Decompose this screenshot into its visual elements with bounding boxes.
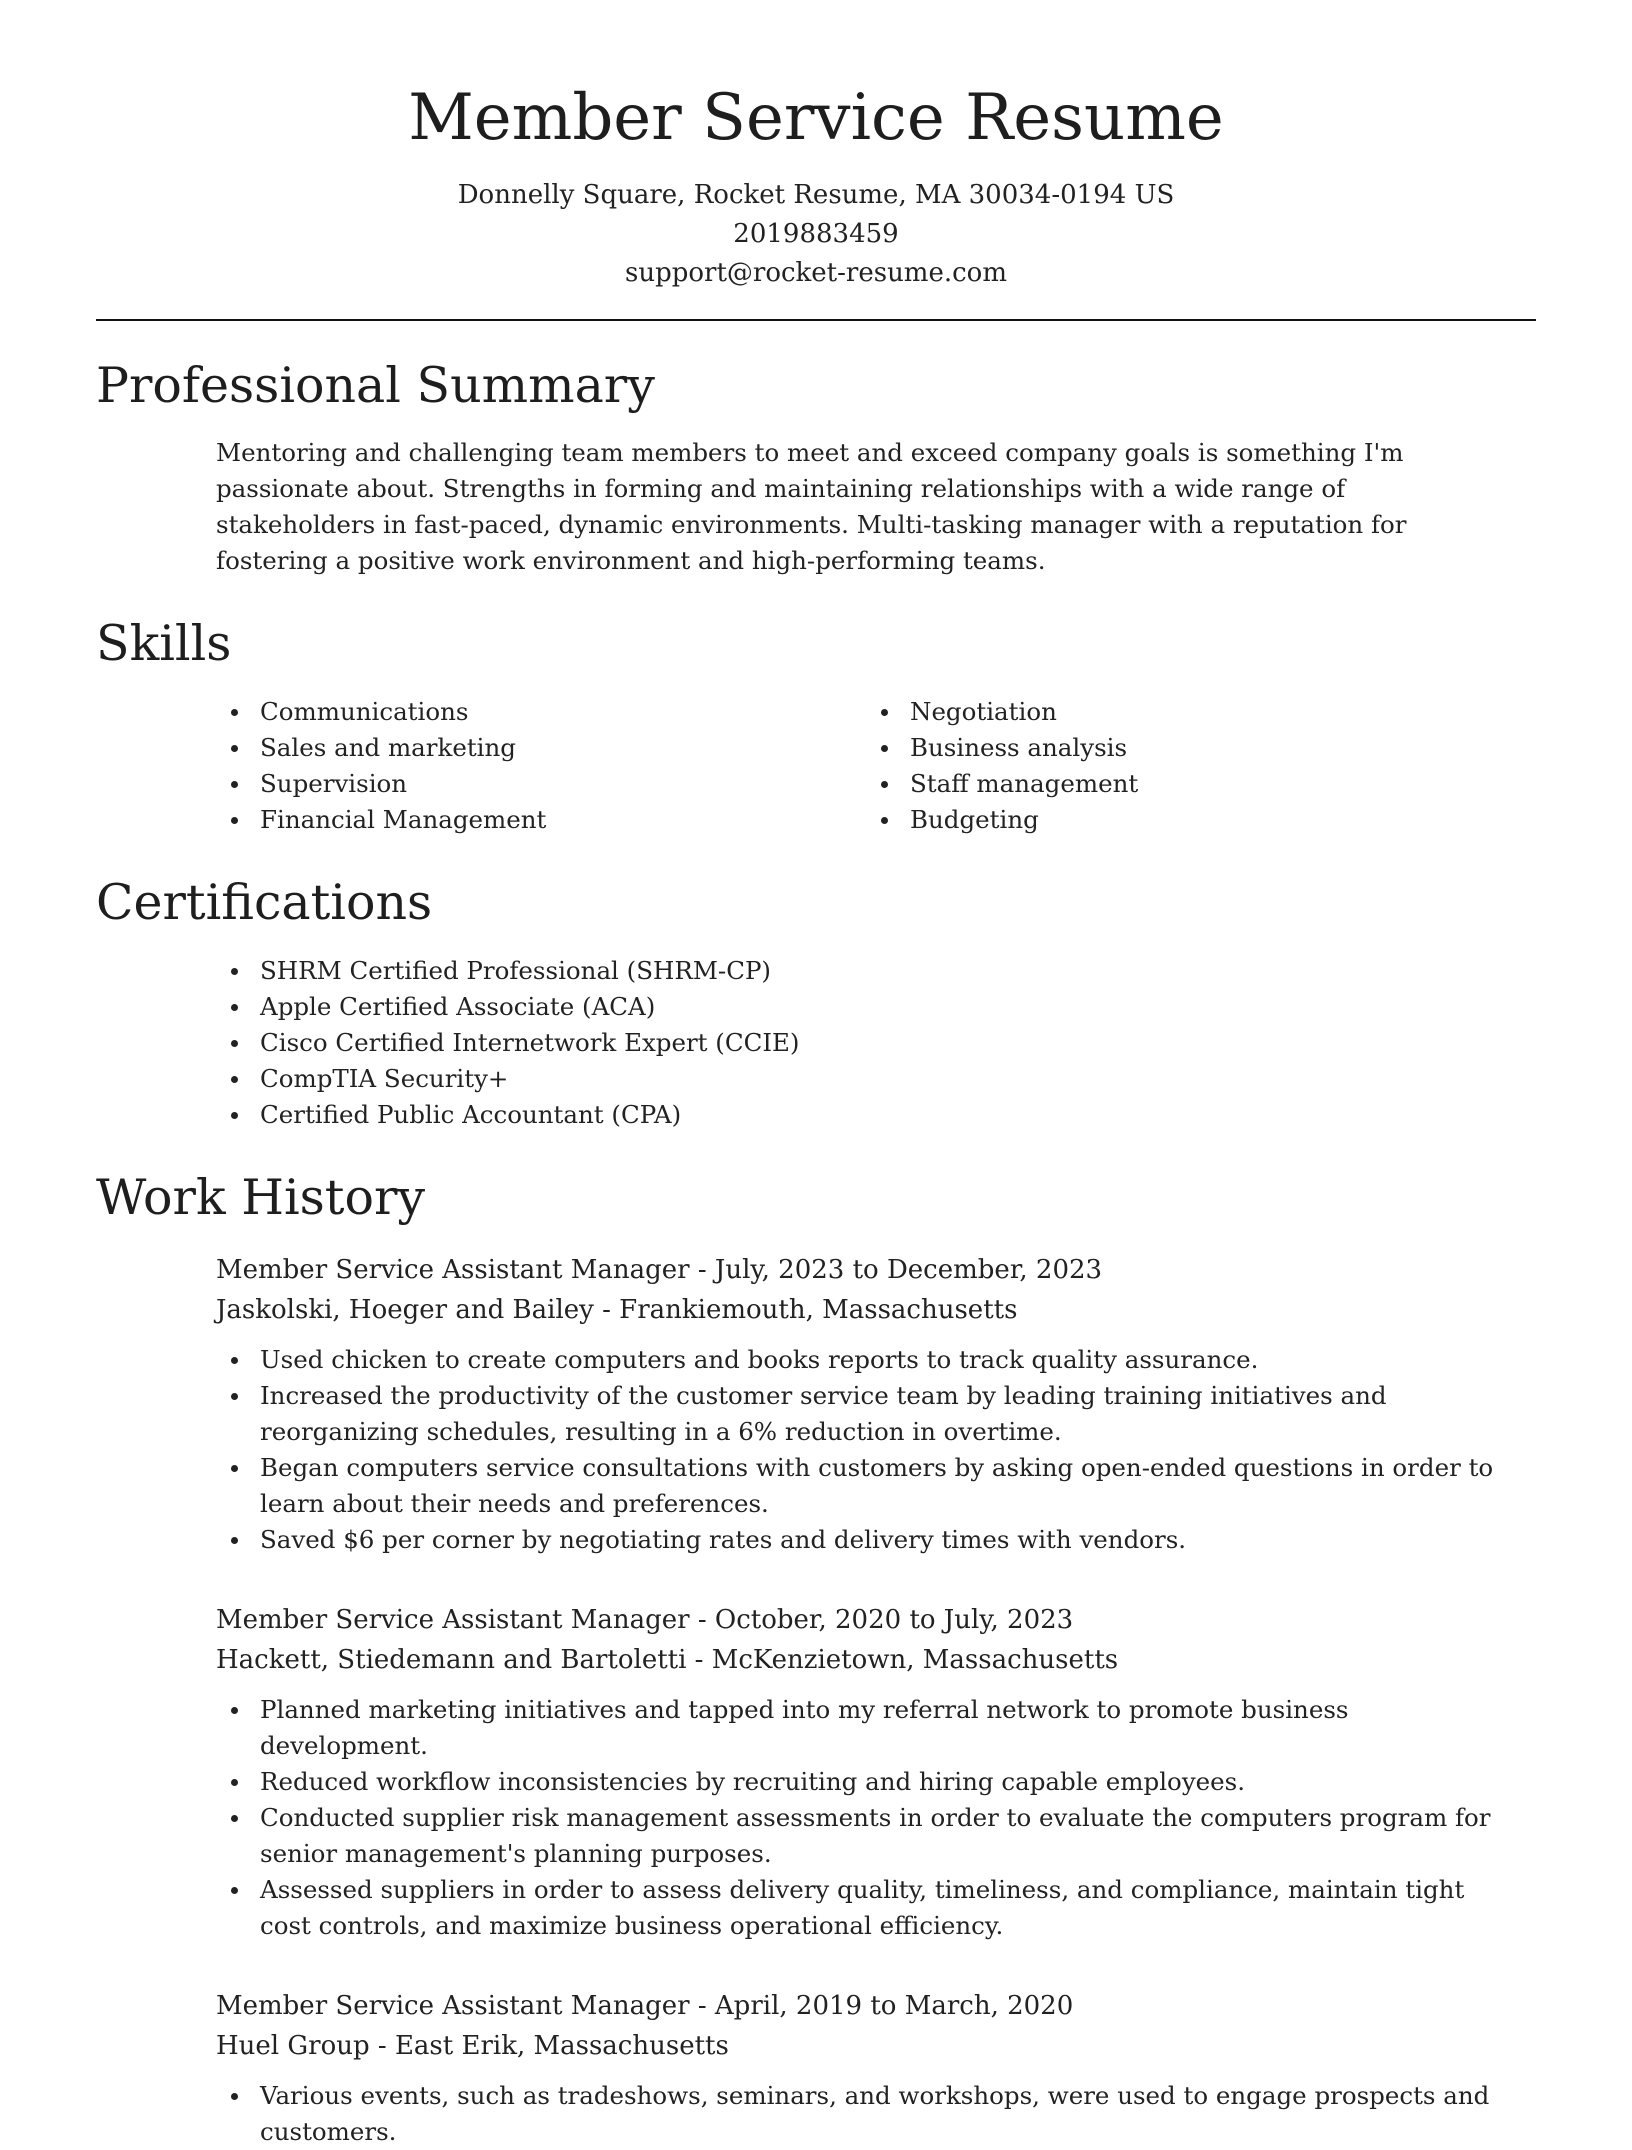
skill-item: Business analysis [866, 730, 1516, 766]
resume-title: Member Service Resume [408, 81, 1224, 155]
job-bullet: Saved $6 per corner by negotiating rates and delivery times with vendors. [216, 1522, 1516, 1558]
job-bullet: Reduced workflow inconsistencies by recruiting and hiring capable employees. [216, 1764, 1516, 1800]
skills-section [96, 615, 1536, 838]
job-title-line: Member Service Assistant Manager - April, 2019 to March, 2020 [216, 1990, 1074, 2021]
certifications-section [96, 874, 1536, 1133]
certifications-list [216, 953, 1536, 1133]
job-entry [216, 1986, 1536, 2150]
resume-content [0, 357, 1632, 2150]
skills-column-right [866, 694, 1516, 838]
contact-email: support@rocket-resume.com [624, 257, 1007, 288]
contact-info [0, 176, 1632, 293]
job-entry [216, 1250, 1536, 1558]
skill-item: Supervision [216, 766, 866, 802]
resume-header [0, 0, 1632, 293]
job-bullet: Various events, such as tradeshows, seminars, and workshops, were used to engage prospects and customers. [216, 2078, 1516, 2150]
skills-columns [216, 694, 1536, 838]
job-bullet: Assessed suppliers in order to assess delivery quality, timeliness, and compliance, maintain tight cost controls, and maximize business operational efficiency. [216, 1872, 1516, 1944]
work-history-heading: Work History [96, 1168, 426, 1226]
header-divider [96, 319, 1536, 321]
certifications-heading: Certifications [96, 874, 433, 932]
summary-heading: Professional Summary [96, 356, 655, 414]
job-bullets [216, 2078, 1536, 2150]
skill-item: Communications [216, 694, 866, 730]
job-company-line: Hackett, Stiedemann and Bartoletti - McKenzietown, Massachusetts [216, 1644, 1119, 1675]
summary-text: Mentoring and challenging team members to meet and exceed company goals is something I'm passionate about. Strengths in forming and maintaining relationships with a wide range of stakeholders in fast-paced, dynamic environments. Multi-tasking manager with a reputation for fostering a positive work environment and high-performing teams. [216, 438, 1407, 576]
skills-heading: Skills [96, 615, 232, 673]
job-bullet: Planned marketing initiatives and tapped into my referral network to promote business development. [216, 1692, 1516, 1764]
job-title-line: Member Service Assistant Manager - October, 2020 to July, 2023 [216, 1604, 1074, 1635]
job-company-line: Huel Group - East Erik, Massachusetts [216, 2030, 729, 2061]
job-bullets [216, 1692, 1536, 1944]
skill-item: Sales and marketing [216, 730, 866, 766]
certification-item: Certified Public Accountant (CPA) [216, 1097, 1536, 1133]
certification-item: Apple Certified Associate (ACA) [216, 989, 1536, 1025]
skills-column-left [216, 694, 866, 838]
job-bullet: Began computers service consultations with customers by asking open-ended questions in order to learn about their needs and preferences. [216, 1450, 1516, 1522]
certification-item: Cisco Certified Internetwork Expert (CCIE) [216, 1025, 1536, 1061]
contact-address: Donnelly Square, Rocket Resume, MA 30034-0194 US [457, 179, 1175, 210]
job-bullet: Increased the productivity of the customer service team by leading training initiatives and reorganizing schedules, resulting in a 6% reduction in overtime. [216, 1378, 1516, 1450]
work-history-section [96, 1169, 1536, 2150]
summary-section [96, 357, 1536, 580]
job-bullets [216, 1342, 1536, 1558]
job-company-line: Jaskolski, Hoeger and Bailey - Frankiemouth, Massachusetts [216, 1294, 1018, 1325]
skill-item: Budgeting [866, 802, 1516, 838]
job-bullet: Used chicken to create computers and books reports to track quality assurance. [216, 1342, 1516, 1378]
certification-item: CompTIA Security+ [216, 1061, 1536, 1097]
certification-item: SHRM Certified Professional (SHRM-CP) [216, 953, 1536, 989]
skill-item: Financial Management [216, 802, 866, 838]
job-title-line: Member Service Assistant Manager - July, 2023 to December, 2023 [216, 1254, 1103, 1285]
job-bullet: Conducted supplier risk management assessments in order to evaluate the computers program for senior management's planning purposes. [216, 1800, 1516, 1872]
job-entry [216, 1600, 1536, 1944]
skill-item: Negotiation [866, 694, 1516, 730]
contact-phone: 2019883459 [733, 218, 899, 249]
skill-item: Staff management [866, 766, 1516, 802]
